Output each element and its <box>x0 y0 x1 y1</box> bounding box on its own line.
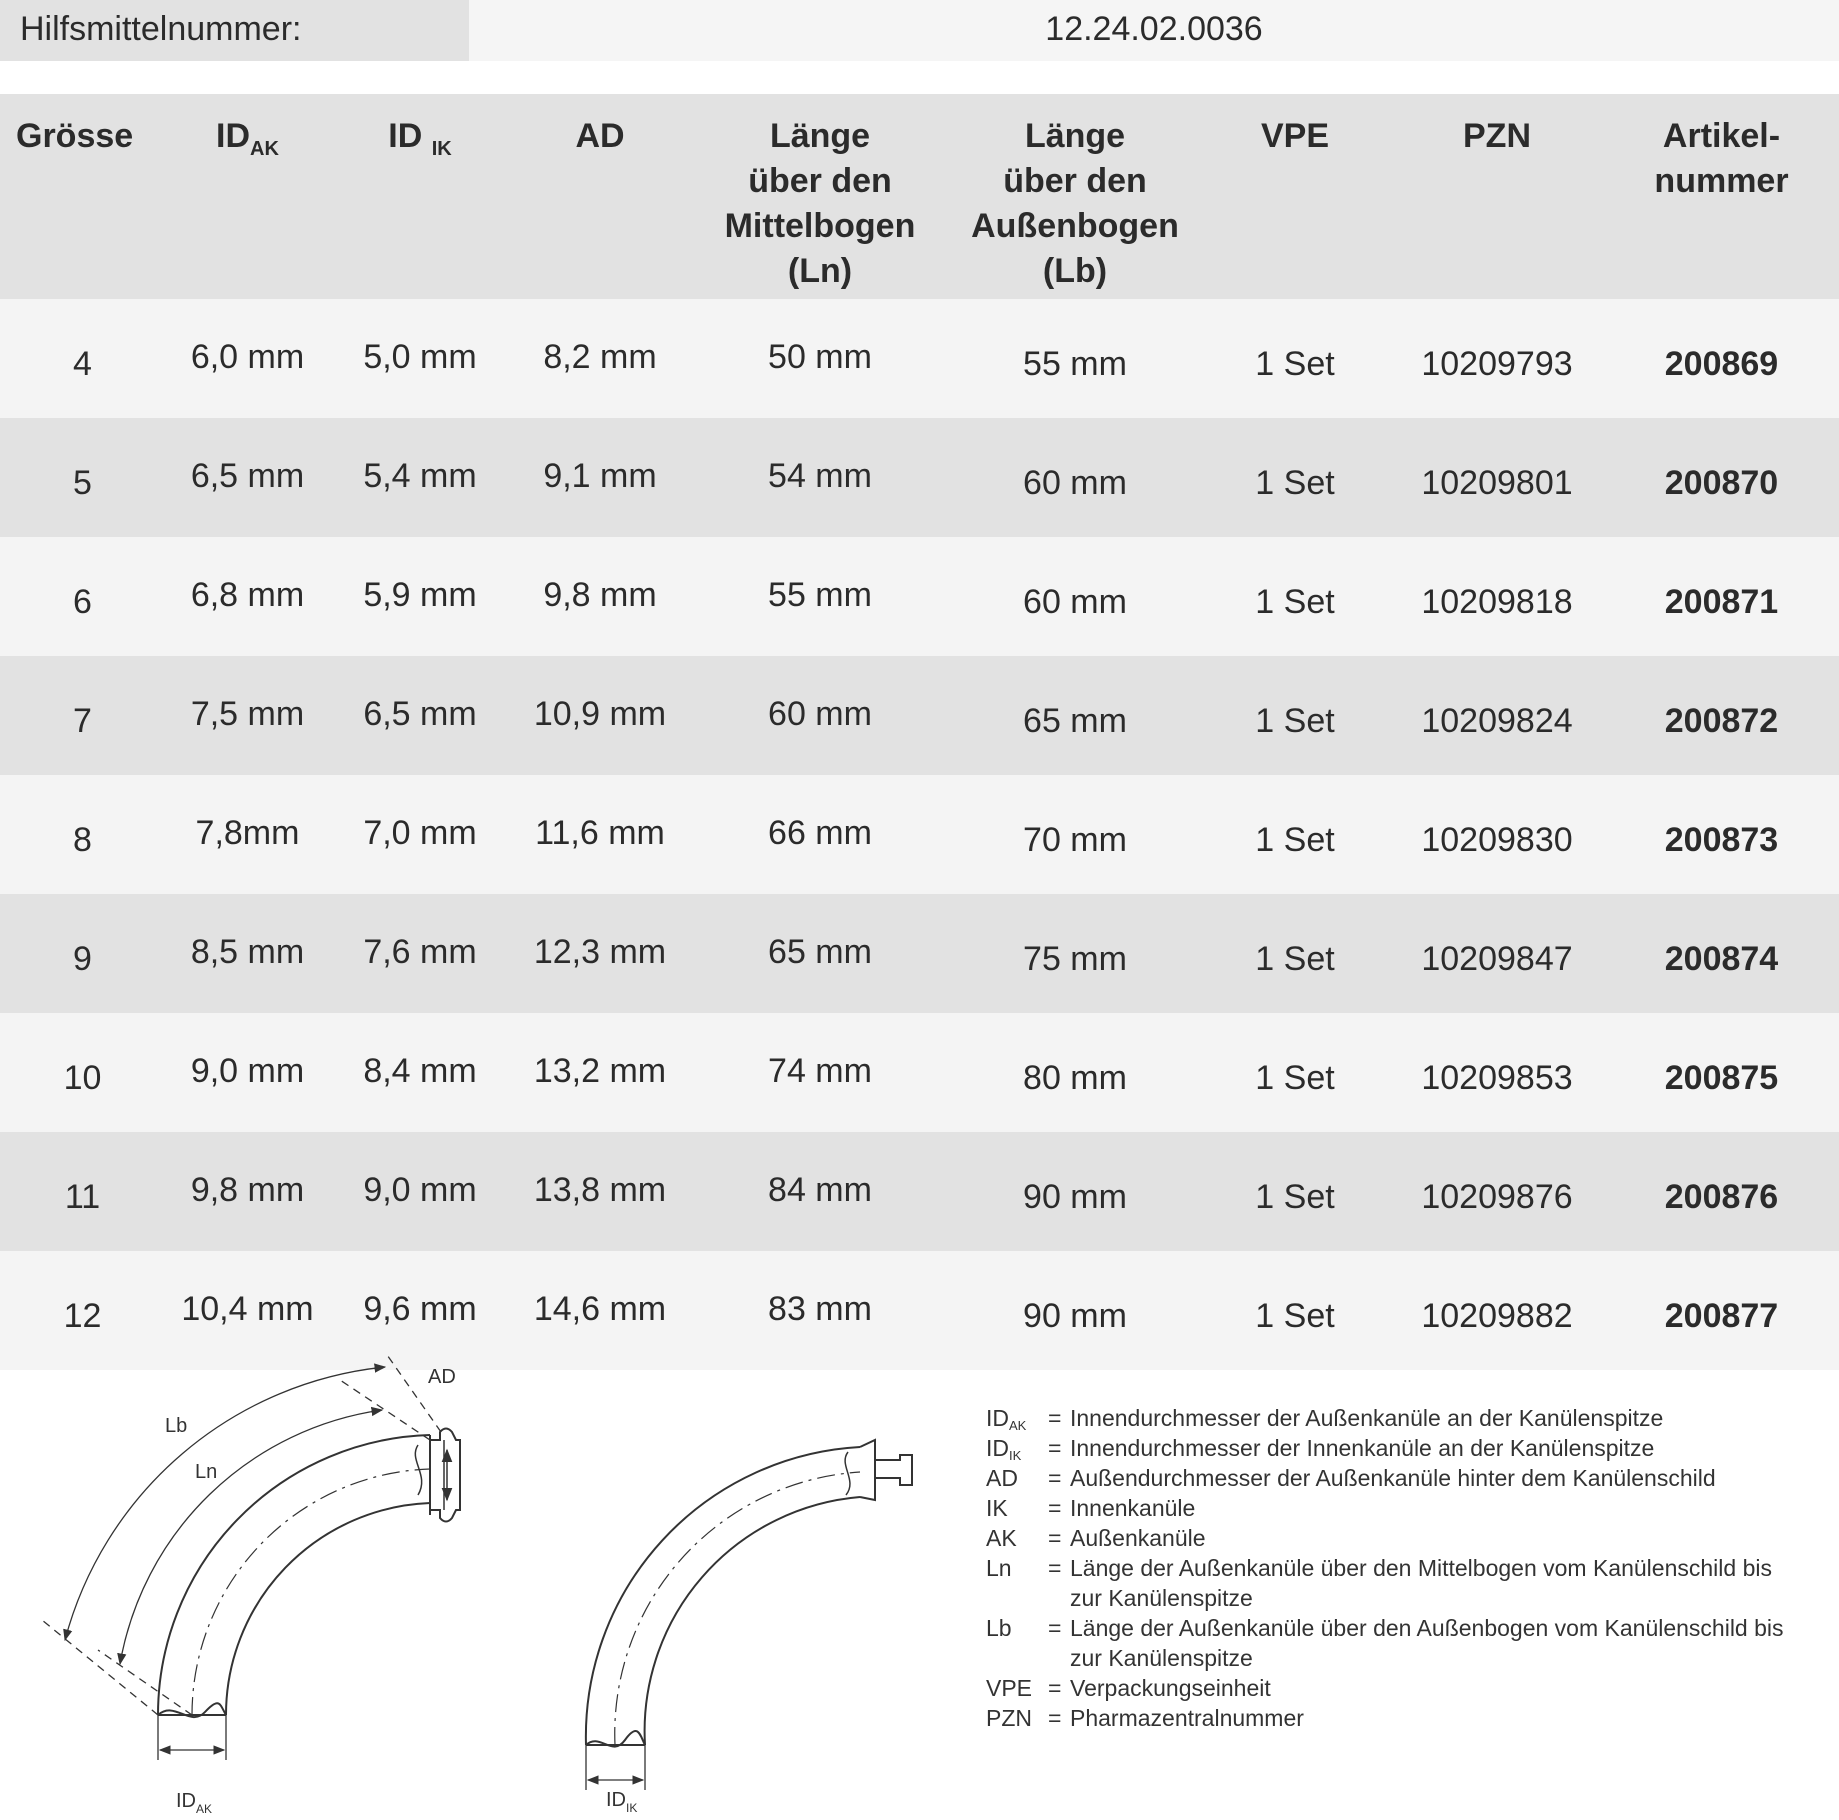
cell-id-ak: 9,8 mm <box>165 1132 330 1251</box>
legend-abbr: VPE <box>986 1675 1033 1701</box>
ad-label: AD <box>428 1366 456 1388</box>
cell-artikelnummer: 200871 <box>1604 537 1839 656</box>
table-row <box>0 1132 1839 1251</box>
cell-groesse: 4 <box>0 299 165 418</box>
legend-equals: = <box>1048 1405 1062 1431</box>
cell-laenge-aussenbogen: 60 mm <box>950 418 1200 537</box>
cell-groesse: 10 <box>0 1013 165 1132</box>
legend-abbr: PZN <box>986 1705 1032 1731</box>
table-row <box>0 894 1839 1013</box>
cell-pzn: 10209853 <box>1390 1013 1604 1132</box>
cell-id-ik: 6,5 mm <box>330 656 510 775</box>
header-id-ik: ID $_{IK}$ <box>330 94 510 299</box>
lb-dimension-arc <box>65 1367 385 1640</box>
cell-vpe: 1 Set <box>1200 418 1390 537</box>
legend-abbr: $ID_{AK}$ <box>986 1405 1027 1433</box>
id-ik-label: $ID_{IK}$ <box>606 1789 638 1815</box>
cell-id-ik: 7,6 mm <box>330 894 510 1013</box>
cell-id-ak: 6,0 mm <box>165 299 330 418</box>
size-table <box>0 94 1839 1370</box>
cell-artikelnummer: 200877 <box>1604 1251 1839 1370</box>
id-ak-label: $ID_{AK}$ <box>176 1790 213 1816</box>
legend-equals: = <box>1048 1435 1062 1461</box>
inner-cannula-connector <box>860 1440 912 1500</box>
inner-cannula-centerline <box>615 1472 860 1745</box>
cell-artikelnummer: 200874 <box>1604 894 1839 1013</box>
cell-groesse: 9 <box>0 894 165 1013</box>
cell-vpe: 1 Set <box>1200 299 1390 418</box>
legend-equals: = <box>1048 1555 1062 1581</box>
cell-laenge-mittelbogen: 60 mm <box>690 656 950 775</box>
cell-laenge-aussenbogen: 65 mm <box>950 656 1200 775</box>
cell-id-ak: 6,8 mm <box>165 537 330 656</box>
legend-equals: = <box>1048 1675 1062 1701</box>
hilfsmittel-bar <box>0 0 1839 61</box>
ln-label: Ln <box>195 1461 218 1483</box>
cell-ad: 8,2 mm <box>510 299 690 418</box>
legend-description: Verpackungseinheit <box>1070 1675 1271 1701</box>
cell-ad: 14,6 mm <box>510 1251 690 1370</box>
table-row <box>0 537 1839 656</box>
cell-vpe: 1 Set <box>1200 894 1390 1013</box>
cell-vpe: 1 Set <box>1200 656 1390 775</box>
cell-laenge-aussenbogen: 75 mm <box>950 894 1200 1013</box>
cell-pzn: 10209876 <box>1390 1132 1604 1251</box>
cell-laenge-mittelbogen: 55 mm <box>690 537 950 656</box>
legend-equals: = <box>1048 1495 1062 1521</box>
header-artikelnummer: Artikel- nummer <box>1604 94 1839 299</box>
legend-description: Außendurchmesser der Außenkanüle hinter dem Kanülenschild <box>1070 1465 1716 1491</box>
cell-id-ak: 7,8mm <box>165 775 330 894</box>
cell-artikelnummer: 200876 <box>1604 1132 1839 1251</box>
cell-laenge-aussenbogen: 80 mm <box>950 1013 1200 1132</box>
cell-groesse: 8 <box>0 775 165 894</box>
table-row <box>0 418 1839 537</box>
cell-vpe: 1 Set <box>1200 1251 1390 1370</box>
cell-id-ak: 10,4 mm <box>165 1251 330 1370</box>
legend-equals: = <box>1048 1705 1062 1731</box>
cell-id-ak: 8,5 mm <box>165 894 330 1013</box>
legend-item <box>986 1613 1810 1673</box>
legend <box>986 1403 1810 1733</box>
cell-vpe: 1 Set <box>1200 537 1390 656</box>
cell-pzn: 10209847 <box>1390 894 1604 1013</box>
cell-id-ak: 7,5 mm <box>165 656 330 775</box>
cell-groesse: 6 <box>0 537 165 656</box>
header-laenge-mittelbogen: Länge über den Mittelbogen (Ln) <box>690 94 950 299</box>
cell-laenge-mittelbogen: 83 mm <box>690 1251 950 1370</box>
cell-groesse: 7 <box>0 656 165 775</box>
outer-cannula-flange <box>430 1429 460 1522</box>
outer-cannula-drawing <box>42 1352 460 1760</box>
cell-artikelnummer: 200872 <box>1604 656 1839 775</box>
cell-id-ik: 5,9 mm <box>330 537 510 656</box>
ln-dimension-arc <box>120 1410 382 1664</box>
legend-item <box>986 1463 1810 1493</box>
legend-abbr: Ln <box>986 1555 1012 1581</box>
cell-groesse: 5 <box>0 418 165 537</box>
legend-abbr: IK <box>986 1495 1008 1521</box>
cell-ad: 11,6 mm <box>510 775 690 894</box>
cell-id-ak: 9,0 mm <box>165 1013 330 1132</box>
cell-id-ak: 6,5 mm <box>165 418 330 537</box>
cell-pzn: 10209818 <box>1390 537 1604 656</box>
cell-laenge-aussenbogen: 90 mm <box>950 1251 1200 1370</box>
cell-vpe: 1 Set <box>1200 1013 1390 1132</box>
legend-description: Außenkanüle <box>1070 1525 1206 1551</box>
cell-laenge-aussenbogen: 60 mm <box>950 537 1200 656</box>
header-groesse: Grösse <box>0 94 165 299</box>
legend-equals: = <box>1048 1615 1062 1641</box>
cell-vpe: 1 Set <box>1200 1132 1390 1251</box>
legend-equals: = <box>1048 1525 1062 1551</box>
cell-laenge-mittelbogen: 65 mm <box>690 894 950 1013</box>
cell-artikelnummer: 200875 <box>1604 1013 1839 1132</box>
cell-id-ik: 5,0 mm <box>330 299 510 418</box>
cell-pzn: 10209824 <box>1390 656 1604 775</box>
cell-laenge-mittelbogen: 54 mm <box>690 418 950 537</box>
inner-cannula-outer-wall <box>586 1447 860 1745</box>
cell-groesse: 11 <box>0 1132 165 1251</box>
legend-abbr: $ID_{IK}$ <box>986 1435 1022 1463</box>
cell-laenge-mittelbogen: 84 mm <box>690 1132 950 1251</box>
cell-pzn: 10209801 <box>1390 418 1604 537</box>
cell-ad: 9,8 mm <box>510 537 690 656</box>
cell-pzn: 10209830 <box>1390 775 1604 894</box>
cell-vpe: 1 Set <box>1200 775 1390 894</box>
table-row <box>0 299 1839 418</box>
header-vpe: VPE <box>1200 94 1390 299</box>
cell-laenge-mittelbogen: 66 mm <box>690 775 950 894</box>
hilfsmittel-value: 12.24.02.0036 <box>469 0 1839 61</box>
legend-item <box>986 1553 1810 1613</box>
legend-item <box>986 1703 1810 1733</box>
cell-artikelnummer: 200869 <box>1604 299 1839 418</box>
table-header-row <box>0 94 1839 299</box>
inner-cannula-inner-wall <box>645 1497 860 1745</box>
legend-item <box>986 1523 1810 1553</box>
header-id-ak: $ID_{AK}$ <box>165 94 330 299</box>
table-row <box>0 775 1839 894</box>
cell-id-ik: 9,0 mm <box>330 1132 510 1251</box>
legend-description: Länge der Außenkanüle über den Mittelbogen vom Kanülenschild bis zur Kanülenspitze <box>1070 1555 1772 1611</box>
header-pzn: PZN <box>1390 94 1604 299</box>
lb-label: Lb <box>165 1415 188 1437</box>
legend-item <box>986 1403 1810 1433</box>
legend-description: Innendurchmesser der Innenkanüle an der Kanülenspitze <box>1070 1435 1655 1461</box>
legend-item <box>986 1673 1810 1703</box>
inner-cannula-drawing <box>586 1440 912 1790</box>
cell-laenge-mittelbogen: 50 mm <box>690 299 950 418</box>
cell-pzn: 10209793 <box>1390 299 1604 418</box>
legend-description: Innenkanüle <box>1070 1495 1196 1521</box>
cell-ad: 13,2 mm <box>510 1013 690 1132</box>
legend-description: Innendurchmesser der Außenkanüle an der Kanülenspitze <box>1070 1405 1664 1431</box>
cell-id-ik: 7,0 mm <box>330 775 510 894</box>
legend-item <box>986 1493 1810 1523</box>
legend-item <box>986 1433 1810 1463</box>
cell-laenge-aussenbogen: 55 mm <box>950 299 1200 418</box>
cell-id-ik: 8,4 mm <box>330 1013 510 1132</box>
header-ad: AD <box>510 94 690 299</box>
cell-laenge-mittelbogen: 74 mm <box>690 1013 950 1132</box>
outer-cannula-centerline <box>192 1469 430 1715</box>
legend-description: Pharmazentralnummer <box>1070 1705 1304 1731</box>
table-row <box>0 656 1839 775</box>
hilfsmittel-label: Hilfsmittelnummer: <box>0 0 469 61</box>
cannula-drawing <box>0 1330 960 1820</box>
legend-abbr: AD <box>986 1465 1018 1491</box>
header-laenge-aussenbogen: Länge über den Außenbogen (Lb) <box>950 94 1200 299</box>
table-row <box>0 1013 1839 1132</box>
cell-artikelnummer: 200870 <box>1604 418 1839 537</box>
cell-laenge-aussenbogen: 70 mm <box>950 775 1200 894</box>
cell-ad: 12,3 mm <box>510 894 690 1013</box>
cell-artikelnummer: 200873 <box>1604 775 1839 894</box>
cell-pzn: 10209882 <box>1390 1251 1604 1370</box>
cell-id-ik: 5,4 mm <box>330 418 510 537</box>
cell-id-ik: 9,6 mm <box>330 1251 510 1370</box>
legend-abbr: Lb <box>986 1615 1012 1641</box>
legend-description: Länge der Außenkanüle über den Außenbogen vom Kanülenschild bis zur Kanülenspitze <box>1070 1615 1784 1671</box>
cell-ad: 10,9 mm <box>510 656 690 775</box>
cell-ad: 13,8 mm <box>510 1132 690 1251</box>
cell-groesse: 12 <box>0 1251 165 1370</box>
legend-equals: = <box>1048 1465 1062 1491</box>
cell-laenge-aussenbogen: 90 mm <box>950 1132 1200 1251</box>
outer-cannula-inner-wall <box>226 1503 430 1715</box>
cell-ad: 9,1 mm <box>510 418 690 537</box>
legend-abbr: AK <box>986 1525 1017 1551</box>
